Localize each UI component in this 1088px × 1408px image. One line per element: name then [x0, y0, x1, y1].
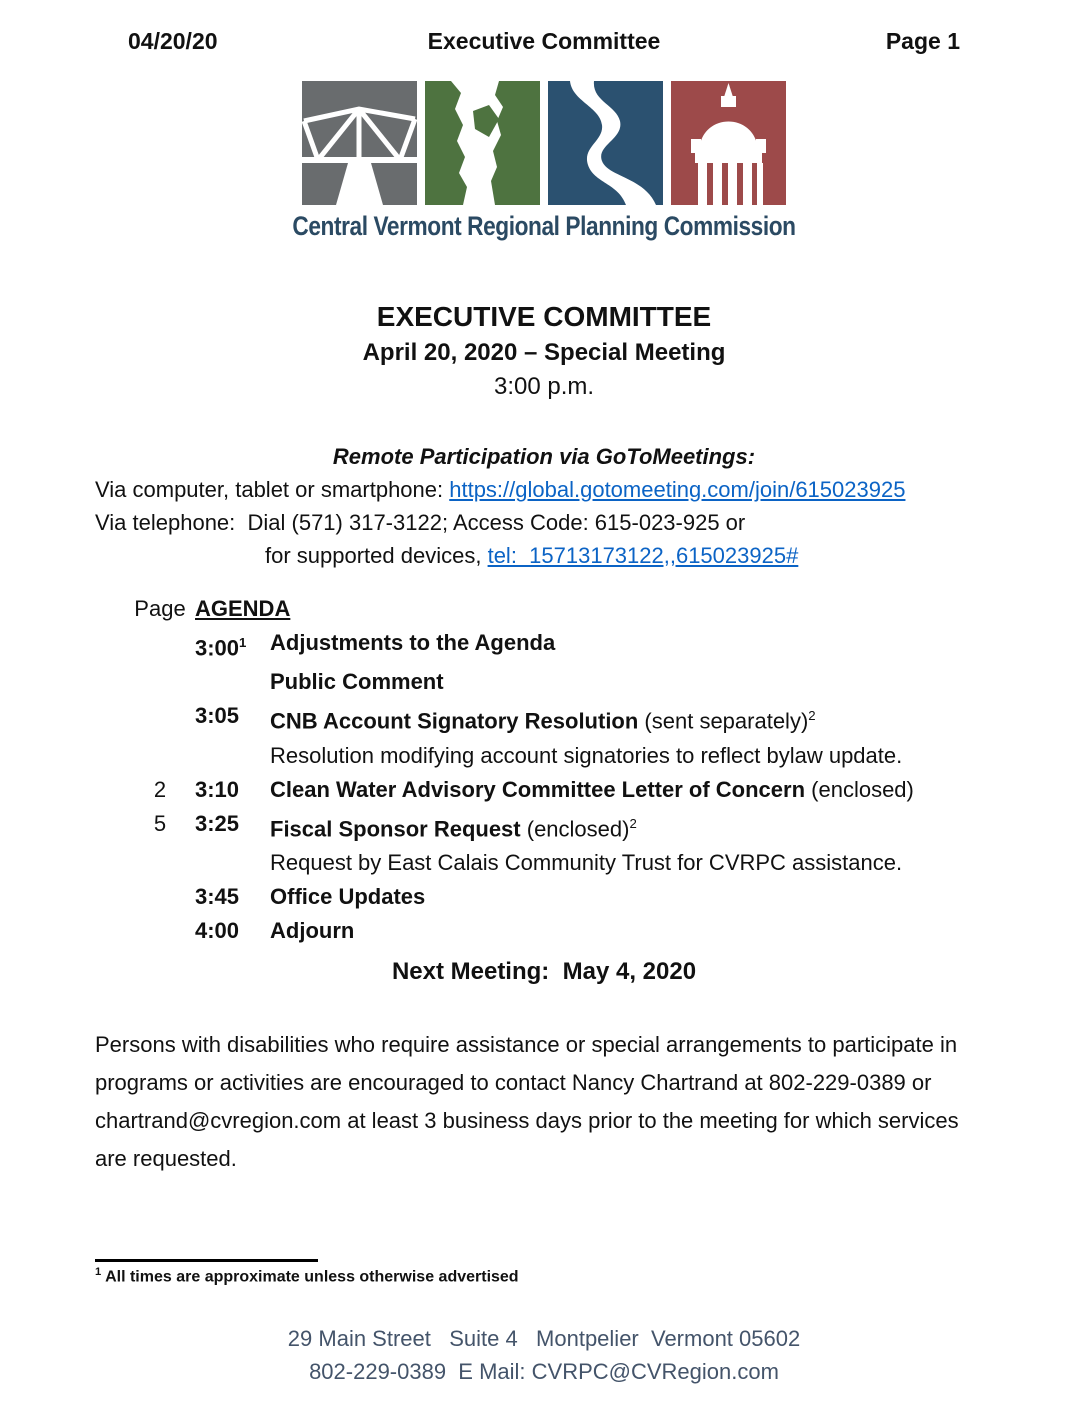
footnote-separator [95, 1259, 318, 1262]
agenda-item-page [125, 880, 195, 914]
agenda-item-time: 3:05 [195, 703, 240, 729]
meeting-title: EXECUTIVE COMMITTEE [376, 301, 712, 332]
agenda-item-desc: Office Updates [270, 883, 426, 909]
agenda-item-desc: Clean Water Advisory Committee Letter of Concern (enclosed) [270, 776, 914, 802]
header-page-number: Page 1 [885, 28, 960, 54]
agenda-item-page: 2 [153, 776, 167, 802]
agenda-item-page [125, 665, 195, 699]
agenda-heading: AGENDA [195, 596, 291, 621]
remote-devices-prefix: for supported devices, [265, 543, 488, 568]
agenda-item [125, 914, 993, 948]
agenda-item-time: 4:00 [195, 917, 240, 943]
agenda-page-column-label: Page [134, 596, 186, 621]
vermont-state-icon [425, 81, 540, 205]
running-header [95, 28, 993, 55]
remote-participation-heading: Remote Participation via GoToMeetings: [332, 444, 756, 469]
logo-panels [95, 81, 993, 205]
accessibility-notice: Persons with disabilities who require assistance or special arrangements to participate in programs or activities are encouraged to contact Nancy Chartrand at 802-229-0389 or chartrand@cvregion.com at least 3 business days prior to the meeting for which services are requested. [95, 1031, 959, 1171]
agenda-item-note: Request by East Calais Community Trust for CVRPC assistance. [270, 849, 903, 875]
remote-line-computer [95, 473, 993, 506]
remote-computer-prefix: Via computer, tablet or smartphone: [95, 477, 450, 502]
agenda-item-time: 3:10 [195, 776, 240, 802]
agenda-item [125, 773, 993, 807]
cvrpc-logo [95, 81, 993, 242]
meeting-date: April 20, 2020 – Special Meeting [362, 339, 726, 366]
agenda-item [125, 665, 993, 699]
footnote-text: $^1$ All times are approximate unless otherwise advertised [95, 1265, 519, 1285]
agenda-item-page: 5 [153, 810, 167, 836]
remote-participation-section [95, 440, 993, 572]
agenda-heading-row [125, 592, 993, 626]
agenda-item [125, 699, 993, 738]
next-meeting-notice: Next Meeting: May 4, 2020 [391, 957, 697, 985]
agenda-item-note: Resolution modifying account signatories to reflect bylaw update. [270, 742, 903, 768]
agenda-item [125, 807, 993, 846]
logo-org-name: Central Vermont Regional Planning Commission [292, 211, 796, 241]
winding-river-icon [548, 81, 663, 205]
agenda-item-time: 3:45 [195, 883, 240, 909]
gotomeeting-link[interactable]: https://global.gotomeeting.com/join/615023925 [449, 477, 906, 502]
header-date: 04/20/20 [128, 28, 218, 54]
agenda-item-time: $3:00^1$ [195, 635, 247, 661]
remote-line-devices [265, 539, 993, 572]
footnote-section [95, 1259, 993, 1286]
remote-line-telephone: Via telephone: Dial (571) 317-3122; Access Code: 615-023-925 or [95, 510, 746, 535]
meeting-title-block [95, 298, 993, 404]
agenda-item [125, 626, 993, 665]
agenda-item-page [125, 914, 195, 948]
agenda-item [125, 880, 993, 914]
agenda-item-desc: Adjourn [270, 917, 355, 943]
agenda-item-desc: Adjustments to the Agenda [270, 630, 556, 655]
truss-bridge-icon [302, 81, 417, 205]
agenda-section [125, 592, 993, 948]
agenda-item-desc: Fiscal Sponsor Request (enclosed)$^2$ [270, 815, 637, 841]
agenda-item-desc: Public Comment [270, 669, 444, 695]
footer-address: 29 Main Street Suite 4 Montpelier Vermont 05602 [287, 1326, 801, 1351]
document-footer [95, 1322, 993, 1388]
tel-link[interactable]: tel: 15713173122,,615023925# [487, 543, 799, 568]
capitol-dome-icon [671, 81, 786, 205]
agenda-item-page [125, 626, 195, 665]
agenda-item-time: 3:25 [195, 810, 240, 836]
agenda-item-page [125, 699, 195, 738]
footer-contact: 802-229-0389 E Mail: CVRPC@CVRegion.com [309, 1359, 779, 1384]
agenda-item-desc: CNB Account Signatory Resolution (sent separately)$^2$ [270, 708, 816, 734]
header-title: Executive Committee [427, 28, 661, 54]
agenda-item-time [195, 665, 270, 699]
meeting-time: 3:00 p.m. [493, 373, 595, 400]
